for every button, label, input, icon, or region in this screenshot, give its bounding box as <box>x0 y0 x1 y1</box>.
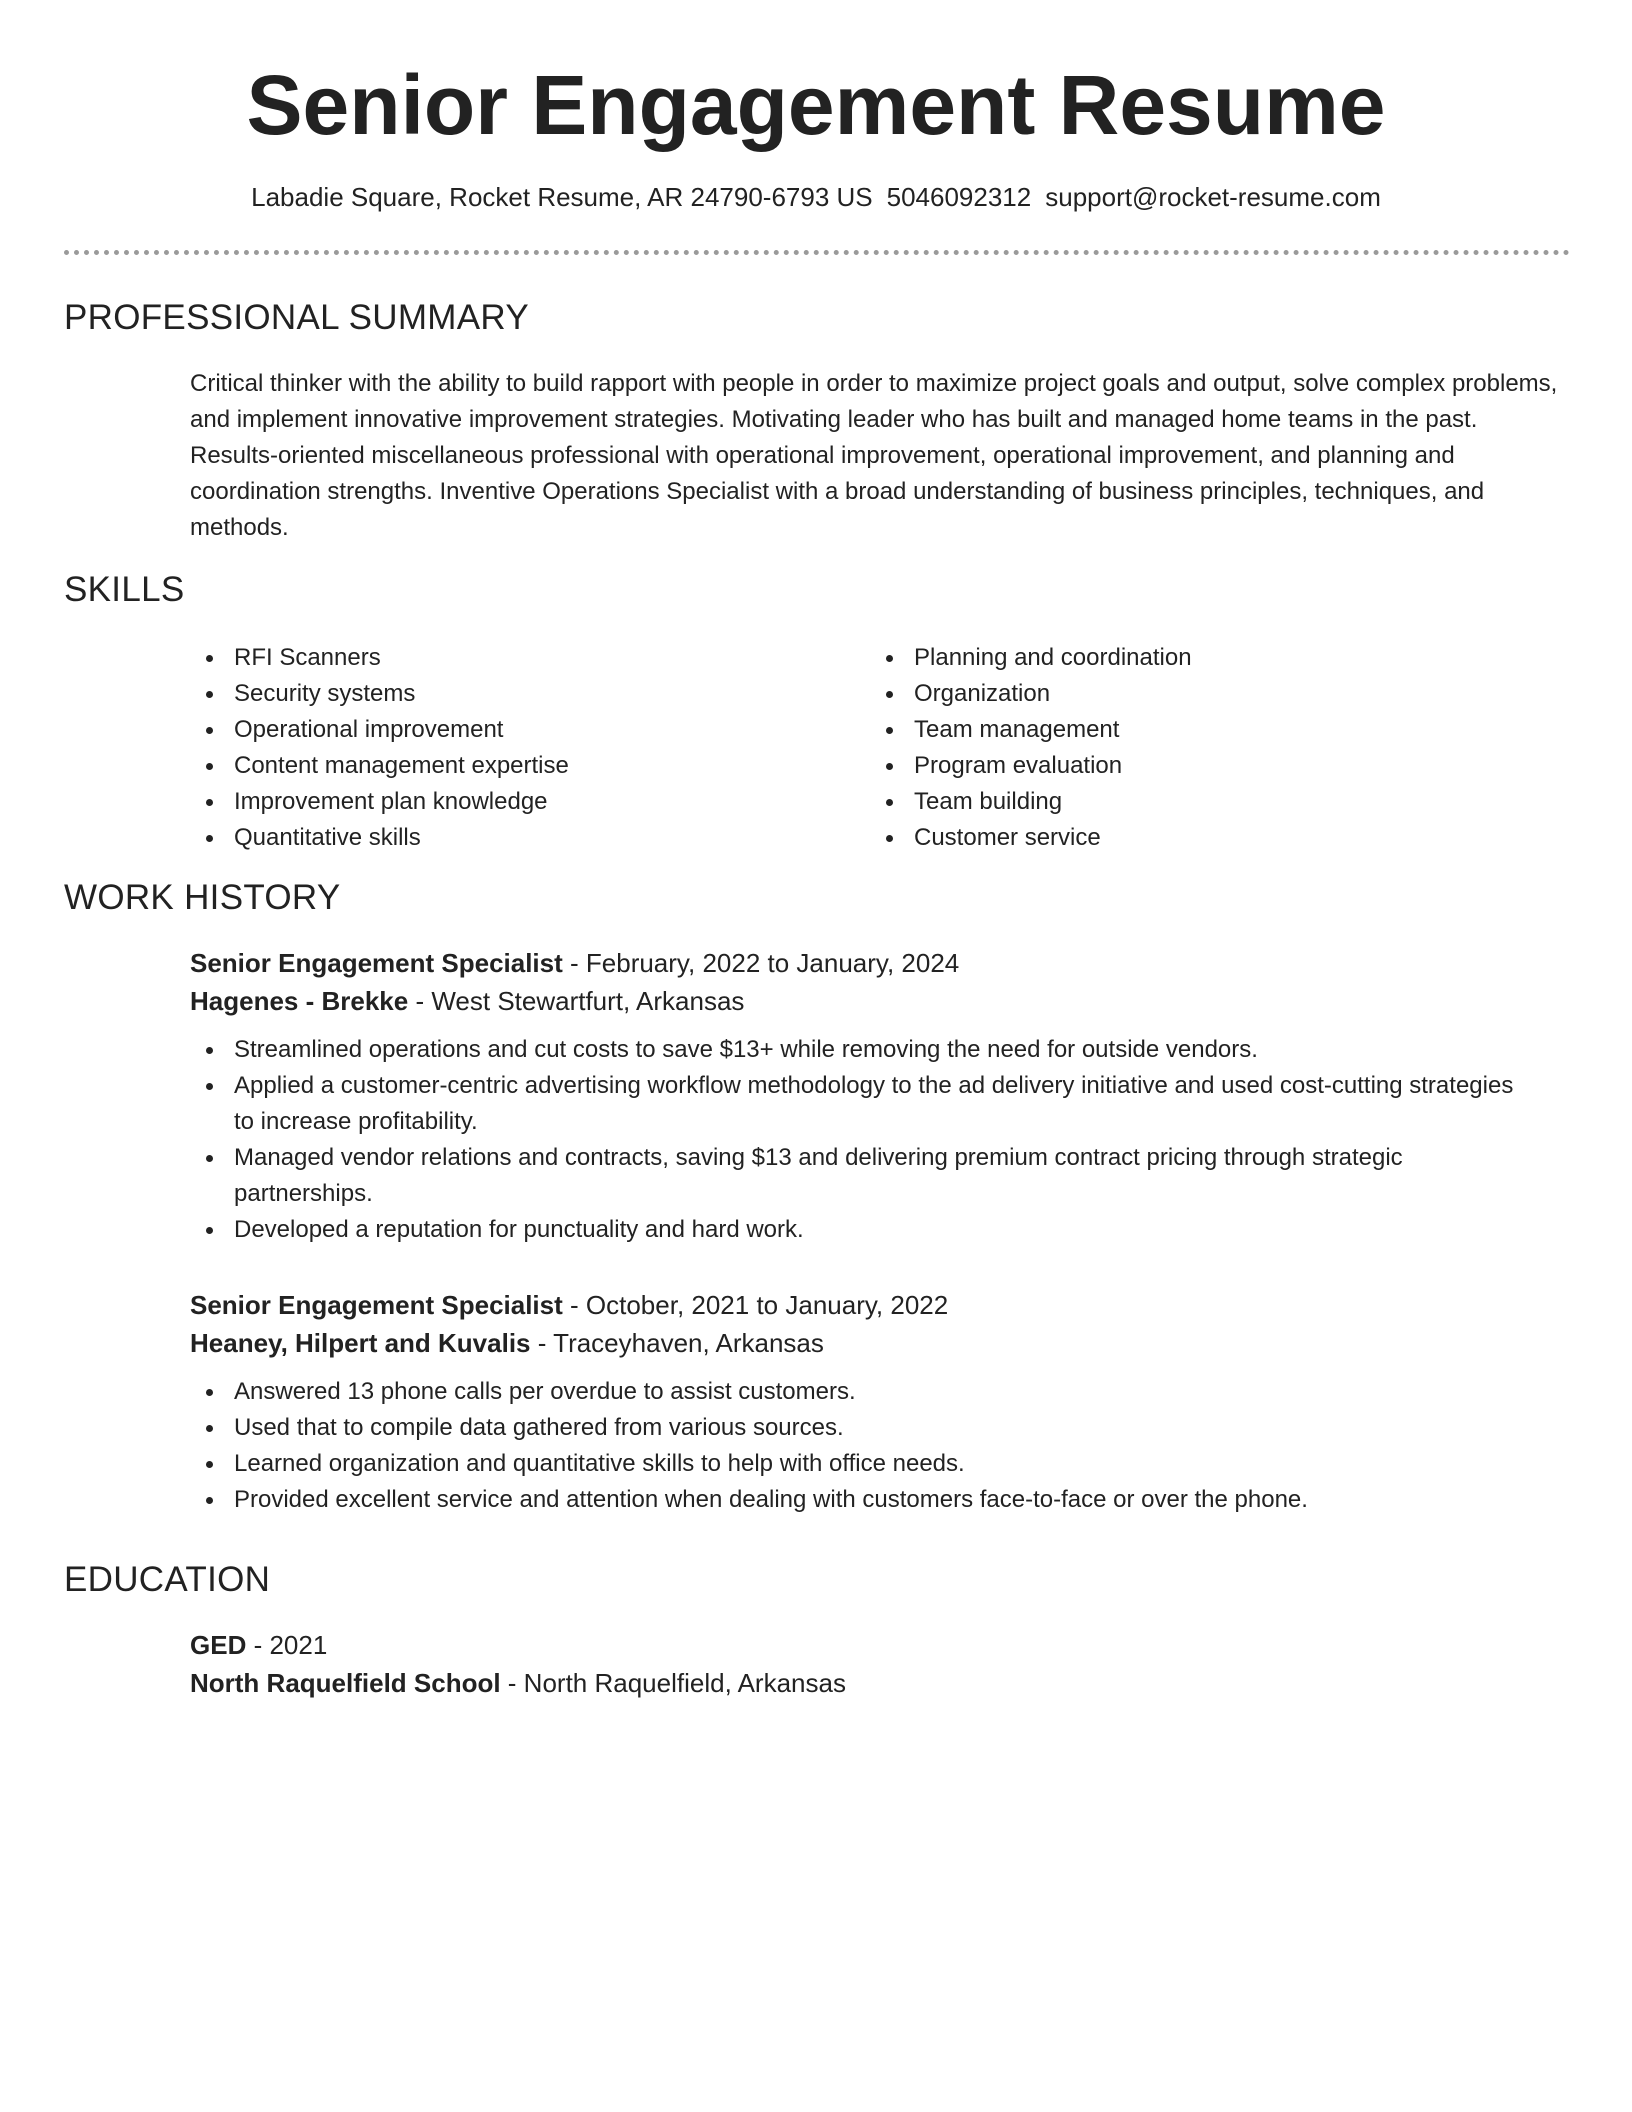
contact-phone: 5046092312 <box>886 182 1032 212</box>
skill-item: Planning and coordination <box>870 640 1470 676</box>
job-company: Heaney, Hilpert and Kuvalis <box>190 1328 531 1358</box>
skills-column-1 <box>190 640 790 856</box>
job-title-line <box>190 1286 1570 1324</box>
job-duties <box>190 1032 1570 1248</box>
job-company-line <box>190 1324 1570 1362</box>
skills-heading: SKILLS <box>64 570 185 609</box>
education-school-line <box>190 1664 1570 1702</box>
skill-item: Security systems <box>190 676 790 712</box>
education-degree: GED <box>190 1630 247 1660</box>
resume-title: Senior Engagement Resume <box>246 58 1386 152</box>
summary-heading: PROFESSIONAL SUMMARY <box>64 298 529 337</box>
job-duty: Provided excellent service and attention when dealing with customers face-to-face or over the phone. <box>190 1482 1514 1518</box>
job-company-line <box>190 982 1570 1020</box>
education-degree-line <box>190 1626 1570 1664</box>
skill-item: Quantitative skills <box>190 820 790 856</box>
job-dates: - October, 2021 to January, 2022 <box>562 1290 949 1320</box>
job-entry <box>190 1286 1570 1518</box>
job-duty: Applied a customer-centric advertising workflow methodology to the ad delivery initiative and used cost-cutting strategies to increase profitability. <box>190 1068 1514 1140</box>
job-role: Senior Engagement Specialist <box>190 1290 563 1320</box>
contact-address: Labadie Square, Rocket Resume, AR 24790-6793 US <box>251 182 873 212</box>
job-duty: Streamlined operations and cut costs to save $13+ while removing the need for outside vendors. <box>190 1032 1514 1068</box>
summary-text: Critical thinker with the ability to build rapport with people in order to maximize project goals and output, solve complex problems, and implement innovative improvement strategies. Motivating leader who has built and managed home teams in the past. Results-oriented miscellaneous professional with operational improvement, operational improvement, and planning and coordination strengths. Inventive Operations Specialist with a broad understanding of business principles, techniques, and methods. <box>190 370 1558 541</box>
job-title-line <box>190 944 1570 982</box>
job-duty: Answered 13 phone calls per overdue to assist customers. <box>190 1374 1514 1410</box>
skill-item: Content management expertise <box>190 748 790 784</box>
skill-item: Customer service <box>870 820 1470 856</box>
skill-item: Program evaluation <box>870 748 1470 784</box>
skill-item: RFI Scanners <box>190 640 790 676</box>
education-school: North Raquelfield School <box>190 1668 501 1698</box>
job-duty: Developed a reputation for punctuality and hard work. <box>190 1212 1514 1248</box>
education-location: - North Raquelfield, Arkansas <box>500 1668 846 1698</box>
job-duties <box>190 1374 1570 1518</box>
job-duty: Managed vendor relations and contracts, saving $13 and delivering premium contract pricing through strategic partnerships. <box>190 1140 1514 1212</box>
job-duty: Used that to compile data gathered from various sources. <box>190 1410 1514 1446</box>
job-duty: Learned organization and quantitative skills to help with office needs. <box>190 1446 1514 1482</box>
header-divider <box>64 250 1570 255</box>
job-role: Senior Engagement Specialist <box>190 948 563 978</box>
contact-email: support@rocket-resume.com <box>1045 182 1381 212</box>
education-heading: EDUCATION <box>64 1560 271 1599</box>
job-dates: - February, 2022 to January, 2024 <box>562 948 960 978</box>
education-year: - 2021 <box>246 1630 328 1660</box>
work-history-heading: WORK HISTORY <box>64 878 341 917</box>
job-location: - West Stewartfurt, Arkansas <box>408 986 745 1016</box>
job-company: Hagenes - Brekke <box>190 986 409 1016</box>
contact-line <box>0 180 1632 214</box>
skill-item: Organization <box>870 676 1470 712</box>
skill-item: Team building <box>870 784 1470 820</box>
education-entry <box>190 1626 1570 1702</box>
skills-column-2 <box>870 640 1470 856</box>
job-location: - Traceyhaven, Arkansas <box>530 1328 824 1358</box>
skill-item: Team management <box>870 712 1470 748</box>
job-entry <box>190 944 1570 1248</box>
skill-item: Improvement plan knowledge <box>190 784 790 820</box>
skill-item: Operational improvement <box>190 712 790 748</box>
